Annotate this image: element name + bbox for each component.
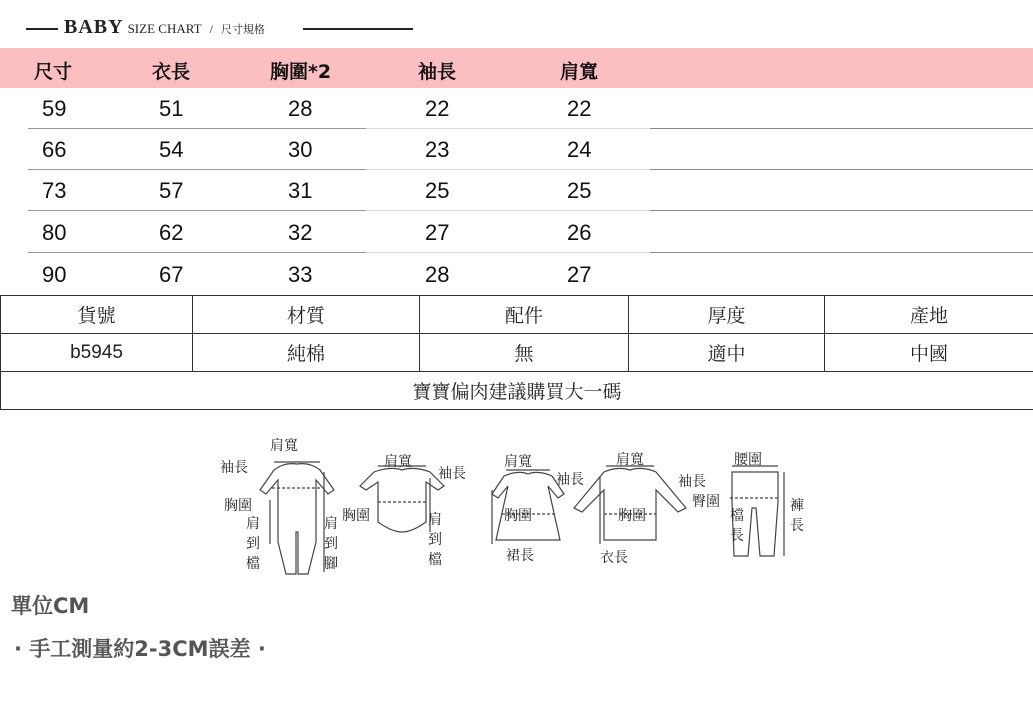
top-figure xyxy=(574,466,686,544)
bodysuit-crotch-label-3: 檔 xyxy=(428,552,442,568)
cell-sleeve: 28 xyxy=(425,262,450,287)
info-origin: 中國 xyxy=(825,334,1033,372)
romper-foot-label-3: 腳 xyxy=(324,556,338,572)
info-note-row xyxy=(1,372,1033,410)
romper-sleeve-label: 袖長 xyxy=(220,460,248,476)
romper-crotch-label-1: 肩 xyxy=(246,516,260,532)
info-header-thickness: 厚度 xyxy=(629,296,825,334)
top-chest-label: 胸圍 xyxy=(618,508,646,524)
bodysuit-shoulder-label: 肩寬 xyxy=(384,454,412,470)
cell-shoulder: 26 xyxy=(567,220,592,245)
title-rule-right xyxy=(303,28,413,30)
pants-waist-label: 腰圍 xyxy=(734,452,762,468)
cell-shoulder: 24 xyxy=(567,137,592,162)
cell-sleeve: 22 xyxy=(425,96,450,121)
dress-chest-label: 胸圍 xyxy=(504,508,532,524)
romper-foot-label-2: 到 xyxy=(324,536,338,552)
info-value-row xyxy=(1,334,1033,372)
measurement-diagrams xyxy=(212,432,812,577)
info-item-number: b5945 xyxy=(1,334,193,372)
info-header-material: 材質 xyxy=(193,296,420,334)
pants-crotch-label-2: 長 xyxy=(730,528,744,544)
top-shoulder-label: 肩寬 xyxy=(616,452,644,468)
cell-shoulder: 27 xyxy=(567,262,592,287)
cell-sleeve: 25 xyxy=(425,178,450,203)
cell-sleeve: 23 xyxy=(425,137,450,162)
cell-size: 59 xyxy=(42,96,67,121)
cell-chest: 28 xyxy=(288,96,313,121)
bodysuit-chest-label: 胸圍 xyxy=(342,508,370,524)
info-header-item-number: 貨號 xyxy=(1,296,193,334)
cell-length: 54 xyxy=(159,137,184,162)
cell-chest: 33 xyxy=(288,262,313,287)
title-subtitle: SIZE CHART xyxy=(127,21,202,36)
table-row xyxy=(0,170,1033,211)
table-row xyxy=(0,88,1033,129)
info-header-row xyxy=(1,296,1033,334)
title-slash: / xyxy=(209,22,213,36)
cell-length: 57 xyxy=(159,178,184,203)
cell-chest: 31 xyxy=(288,178,313,203)
size-chart-title xyxy=(0,12,420,46)
cell-size: 73 xyxy=(42,178,67,203)
header-chest: 胸圍*2 xyxy=(270,61,332,83)
size-table-header xyxy=(0,48,1033,88)
pants-length-label-1: 褲 xyxy=(790,498,804,514)
dress-figure xyxy=(492,470,564,544)
cell-size: 66 xyxy=(42,137,67,162)
cell-size: 90 xyxy=(42,262,67,287)
title-text xyxy=(64,16,265,39)
pants-length-label-2: 長 xyxy=(790,518,804,534)
row-divider xyxy=(366,252,650,253)
romper-chest-label: 胸圍 xyxy=(224,498,252,514)
table-row xyxy=(0,254,1033,295)
top-length-label: 衣長 xyxy=(600,550,628,566)
measurement-error-note: · 手工測量約2-3CM誤差 · xyxy=(14,637,266,661)
romper-shoulder-label: 肩寬 xyxy=(270,438,298,454)
pants-hip-label: 臀圍 xyxy=(692,494,720,510)
top-sleeve-label: 袖長 xyxy=(678,474,706,490)
cell-shoulder: 22 xyxy=(567,96,592,121)
row-divider xyxy=(28,210,366,211)
table-row xyxy=(0,212,1033,253)
title-subtitle-cn: 尺寸規格 xyxy=(220,23,265,36)
title-brand: BABY xyxy=(64,16,124,38)
bodysuit-sleeve-label: 袖長 xyxy=(438,466,466,482)
pants-crotch-label-1: 檔 xyxy=(730,508,744,524)
row-divider xyxy=(28,252,366,253)
row-divider xyxy=(650,252,1033,253)
cell-chest: 30 xyxy=(288,137,313,162)
romper-figure xyxy=(260,462,334,574)
cell-length: 62 xyxy=(159,220,184,245)
info-accessories: 無 xyxy=(420,334,629,372)
cell-shoulder: 25 xyxy=(567,178,592,203)
header-length: 衣長 xyxy=(152,61,191,83)
product-info-table xyxy=(0,295,1033,410)
cell-chest: 32 xyxy=(288,220,313,245)
row-divider xyxy=(650,210,1033,211)
bodysuit-crotch-label-1: 肩 xyxy=(428,512,442,528)
info-thickness: 適中 xyxy=(629,334,825,372)
header-size: 尺寸 xyxy=(34,61,73,83)
romper-crotch-label-3: 檔 xyxy=(246,556,260,572)
header-shoulder: 肩寬 xyxy=(560,61,599,83)
bodysuit-crotch-label-2: 到 xyxy=(428,532,442,548)
unit-note: 單位CM xyxy=(11,594,90,618)
row-divider xyxy=(366,210,650,211)
info-material: 純棉 xyxy=(193,334,420,372)
info-header-accessories: 配件 xyxy=(420,296,629,334)
cell-size: 80 xyxy=(42,220,67,245)
measurement-diagrams-svg xyxy=(212,432,812,577)
sizing-advice: 寶寶偏肉建議購買大一碼 xyxy=(1,372,1033,410)
cell-length: 67 xyxy=(159,262,184,287)
table-row xyxy=(0,129,1033,170)
cell-length: 51 xyxy=(159,96,184,121)
title-rule-left xyxy=(26,28,58,30)
dress-shoulder-label: 肩寬 xyxy=(504,454,532,470)
header-sleeve: 袖長 xyxy=(418,61,457,83)
romper-crotch-label-2: 到 xyxy=(246,536,260,552)
dress-sleeve-label: 袖長 xyxy=(556,472,584,488)
romper-foot-label-1: 肩 xyxy=(324,516,338,532)
cell-sleeve: 27 xyxy=(425,220,450,245)
info-header-origin: 產地 xyxy=(825,296,1033,334)
dress-skirt-length-label: 裙長 xyxy=(506,548,534,564)
